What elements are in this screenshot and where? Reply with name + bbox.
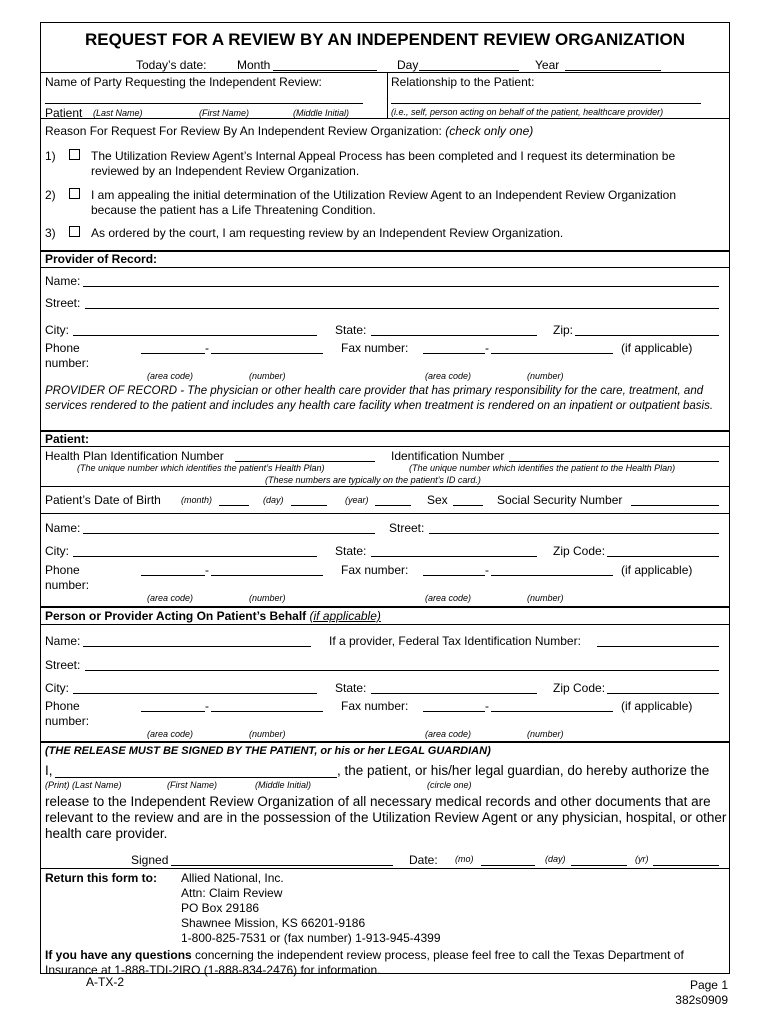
behalf-phone-area-field[interactable] — [141, 711, 205, 712]
relationship-field[interactable] — [391, 103, 701, 104]
patient-zip-field[interactable] — [607, 556, 719, 557]
patient-name-label: Name: — [45, 521, 81, 535]
day-field[interactable] — [419, 70, 519, 71]
sex-field[interactable] — [453, 505, 483, 506]
middle-initial-hint: (Middle Initial) — [293, 108, 350, 118]
patient-street-field[interactable] — [429, 533, 719, 534]
divider — [41, 118, 729, 119]
patient-street-label: Street: — [389, 521, 425, 535]
number-hint: (number) — [249, 371, 286, 381]
section-divider — [41, 741, 729, 743]
date-day-hint: (day) — [545, 854, 566, 864]
form-page — [40, 22, 730, 977]
signed-label: Signed — [131, 853, 169, 867]
year-label: Year — [535, 58, 560, 72]
circle-one-hint: (circle one) — [427, 780, 472, 790]
reason-label: Reason For Request For Review By An Independent Review Organization: — [45, 124, 442, 138]
typical-hint: (These numbers are typically on the patient’s ID card.) — [265, 475, 481, 485]
date-yr-field[interactable] — [653, 865, 719, 866]
questions-bold: If you have any questions — [45, 948, 192, 962]
provider-phone-number-field[interactable] — [211, 353, 323, 354]
behalf-street-field[interactable] — [85, 670, 719, 671]
return-line: Allied National, Inc. — [181, 871, 284, 885]
provider-fax-label: Fax number: — [341, 341, 409, 355]
patient-fax-area-field[interactable] — [423, 575, 485, 576]
patient-fax-number-field[interactable] — [491, 575, 613, 576]
reason-text: As ordered by the court, I am requesting review by an Independent Review Organization. — [91, 226, 564, 240]
provider-fax-area-field[interactable] — [423, 353, 485, 354]
area-code-hint: (area code) — [425, 371, 472, 381]
number-hint: (number) — [249, 729, 286, 739]
form-title: REQUEST FOR A REVIEW BY AN INDEPENDENT REVIEW ORGANIZATION — [84, 30, 686, 49]
behalf-city-label: City: — [45, 681, 69, 695]
return-line: Shawnee Mission, KS 66201-9186 — [181, 916, 366, 930]
provider-zip-label: Zip: — [553, 323, 574, 337]
patient-phone-label: Phone — [45, 563, 80, 577]
identification-number-field[interactable] — [509, 461, 719, 462]
behalf-phone-label: Phone — [45, 699, 80, 713]
if-applicable-hint: (if applicable) — [621, 699, 693, 713]
dob-year-field[interactable] — [375, 505, 411, 506]
reason-hint: (check only one) — [445, 124, 534, 138]
behalf-heading: Person or Provider Acting On Patient’s Behalf — [45, 609, 307, 623]
area-code-hint: (area code) — [425, 729, 472, 739]
print-first-name-hint: (First Name) — [167, 780, 217, 790]
relationship-hint: (i.e., self, person acting on behalf of the patient, healthcare provider) — [391, 107, 664, 117]
area-code-hint: (area code) — [147, 729, 194, 739]
reason-3-checkbox[interactable] — [69, 226, 80, 237]
reason-text: I am appealing the initial determination of the Utilization Review Agent to an Independent Review Organization because the patient has a Life Threatening Condition. — [91, 188, 677, 217]
day-label: Day — [397, 58, 419, 72]
reason-number: 2) — [45, 188, 56, 202]
date-mo-field[interactable] — [481, 865, 535, 866]
behalf-name-label: Name: — [45, 634, 81, 648]
release-date-label: Date: — [409, 853, 438, 867]
dash: - — [485, 341, 489, 355]
provider-zip-field[interactable] — [575, 335, 719, 336]
behalf-city-field[interactable] — [73, 693, 317, 694]
dash: - — [205, 699, 209, 713]
release-i-label: I, — [45, 763, 53, 778]
behalf-phone-number-label: number: — [45, 714, 90, 728]
dob-day-field[interactable] — [291, 505, 327, 506]
patient-city-field[interactable] — [73, 556, 317, 557]
print-middle-initial-hint: (Middle Initial) — [255, 780, 312, 790]
ssn-field[interactable] — [631, 505, 719, 506]
release-heading: (THE RELEASE MUST BE SIGNED BY THE PATIENT, or his or her LEGAL GUARDIAN) — [45, 745, 491, 757]
provider-street-field[interactable] — [85, 308, 719, 309]
return-label: Return this form to: — [45, 871, 157, 885]
provider-definition: PROVIDER OF RECORD - The physician or other health care provider that has primary responsibility for the care, treatment, and services rendered to the patient and includes any health care facility when treatment is rendered on an inpatient or outpatient basis. — [45, 385, 714, 412]
behalf-zip-label: Zip Code: — [553, 681, 606, 695]
reason-1-checkbox[interactable] — [69, 149, 80, 160]
behalf-fax-number-field[interactable] — [491, 711, 613, 712]
id-hint: (The unique number which identifies the patient to the Health Plan) — [409, 463, 676, 473]
todays-date-label: Today’s date: — [136, 58, 207, 72]
federal-tax-label: If a provider, Federal Tax Identification Number: — [329, 634, 581, 648]
provider-state-label: State: — [335, 323, 367, 337]
divider — [41, 868, 729, 869]
number-hint: (number) — [527, 593, 564, 603]
provider-heading: Provider of Record: — [45, 252, 158, 266]
behalf-state-field[interactable] — [371, 693, 537, 694]
patient-state-label: State: — [335, 544, 367, 558]
patient-label: Patient — [45, 106, 83, 120]
reason-number: 3) — [45, 226, 56, 240]
patient-state-field[interactable] — [371, 556, 537, 557]
provider-phone-number-label: number: — [45, 356, 90, 370]
behalf-street-label: Street: — [45, 658, 81, 672]
provider-city-label: City: — [45, 323, 69, 337]
if-applicable-hint: (if applicable) — [621, 341, 693, 355]
provider-name-label: Name: — [45, 274, 81, 288]
patient-heading: Patient: — [45, 432, 90, 446]
patient-city-label: City: — [45, 544, 69, 558]
divider — [41, 446, 729, 447]
dash: - — [205, 341, 209, 355]
patient-zip-label: Zip Code: — [553, 544, 606, 558]
identification-number-label: Identification Number — [391, 449, 505, 463]
print-last-name-hint: (Print) (Last Name) — [45, 780, 122, 790]
reason-heading — [45, 124, 533, 138]
provider-fax-number-field[interactable] — [491, 353, 613, 354]
area-code-hint: (area code) — [147, 371, 194, 381]
number-hint: (number) — [527, 371, 564, 381]
return-line: Attn: Claim Review — [181, 886, 283, 900]
release-authorize-text: , the patient, or his/her legal guardian, do hereby authorize the — [337, 763, 710, 778]
section-divider — [41, 430, 729, 432]
provider-city-field[interactable] — [73, 335, 317, 336]
questions-rest: concerning the independent review process, please feel free to call the Texas Department of Insurance at 1-888-TDI-2IRO (1-888-834-2476) for information. — [45, 948, 684, 977]
behalf-fax-area-field[interactable] — [423, 711, 485, 712]
release-body: release to the Independent Review Organization of all necessary medical records and other documents that are relevant to the review and are in the possession of the Utilization Review Agent or any physician, hospital, or other health care provider. — [45, 794, 727, 841]
patient-name-field[interactable] — [83, 533, 375, 534]
signature-field[interactable] — [171, 865, 393, 866]
provider-phone-label: Phone — [45, 341, 80, 355]
behalf-phone-number-field[interactable] — [211, 711, 323, 712]
health-plan-hint: (The unique number which identifies the patient’s Health Plan) — [77, 463, 325, 473]
reason-2-checkbox[interactable] — [69, 188, 80, 199]
provider-phone-area-field[interactable] — [141, 353, 205, 354]
if-applicable-hint: (if applicable) — [621, 563, 693, 577]
section-divider — [41, 606, 729, 608]
party-name-field[interactable] — [45, 103, 363, 104]
number-hint: (number) — [249, 593, 286, 603]
number-hint: (number) — [527, 729, 564, 739]
health-plan-id-field[interactable] — [235, 461, 375, 462]
dob-year-hint: (year) — [345, 495, 369, 505]
health-plan-id-label: Health Plan Identification Number — [45, 449, 224, 463]
return-line: PO Box 29186 — [181, 901, 260, 915]
month-field[interactable] — [273, 70, 377, 71]
behalf-state-label: State: — [335, 681, 367, 695]
provider-name-field[interactable] — [83, 286, 719, 287]
divider — [387, 72, 388, 118]
behalf-heading-row — [45, 609, 381, 623]
questions-text — [45, 948, 729, 978]
area-code-hint: (area code) — [147, 593, 194, 603]
provider-street-label: Street: — [45, 296, 81, 310]
patient-phone-number-field[interactable] — [211, 575, 323, 576]
divider — [41, 513, 729, 514]
patient-phone-number-label: number: — [45, 578, 90, 592]
sex-label: Sex — [427, 493, 448, 507]
reason-number: 1) — [45, 149, 56, 163]
behalf-if-applicable: (if applicable) — [309, 609, 381, 623]
patient-fax-label: Fax number: — [341, 563, 409, 577]
return-line: 1-800-825-7531 or (fax number) 1-913-945-4399 — [181, 931, 441, 945]
area-code-hint: (area code) — [425, 593, 472, 603]
behalf-fax-label: Fax number: — [341, 699, 409, 713]
dash: - — [485, 699, 489, 713]
dash: - — [205, 563, 209, 577]
behalf-name-field[interactable] — [83, 646, 311, 647]
first-name-hint: (First Name) — [199, 108, 249, 118]
date-mo-hint: (mo) — [455, 854, 474, 864]
last-name-hint: (Last Name) — [93, 108, 143, 118]
form-id: A-TX-2 — [86, 975, 125, 989]
divider — [41, 267, 729, 268]
divider — [41, 624, 729, 625]
ssn-label: Social Security Number — [497, 493, 623, 507]
divider — [41, 72, 729, 73]
date-yr-hint: (yr) — [635, 854, 649, 864]
provider-state-field[interactable] — [371, 335, 537, 336]
month-label: Month — [237, 58, 271, 72]
dob-month-field[interactable] — [219, 505, 249, 506]
party-name-label: Name of Party Requesting the Independent Review: — [45, 75, 322, 89]
dob-month-hint: (month) — [181, 495, 213, 505]
dash: - — [485, 563, 489, 577]
behalf-zip-field[interactable] — [607, 693, 719, 694]
dob-day-hint: (day) — [263, 495, 284, 505]
divider — [41, 486, 729, 487]
page-number: Page 1 — [689, 978, 728, 992]
release-name-field[interactable] — [55, 777, 337, 778]
relationship-label: Relationship to the Patient: — [391, 75, 535, 89]
federal-tax-field[interactable] — [597, 646, 719, 647]
form-code: 382s0909 — [675, 993, 728, 1007]
dob-label: Patient’s Date of Birth — [45, 493, 161, 507]
date-day-field[interactable] — [571, 865, 627, 866]
patient-phone-area-field[interactable] — [141, 575, 205, 576]
year-field[interactable] — [565, 70, 661, 71]
reason-text: The Utilization Review Agent’s Internal Appeal Process has been completed and I request its determination be reviewed by an Independent Review Organization. — [91, 149, 676, 178]
